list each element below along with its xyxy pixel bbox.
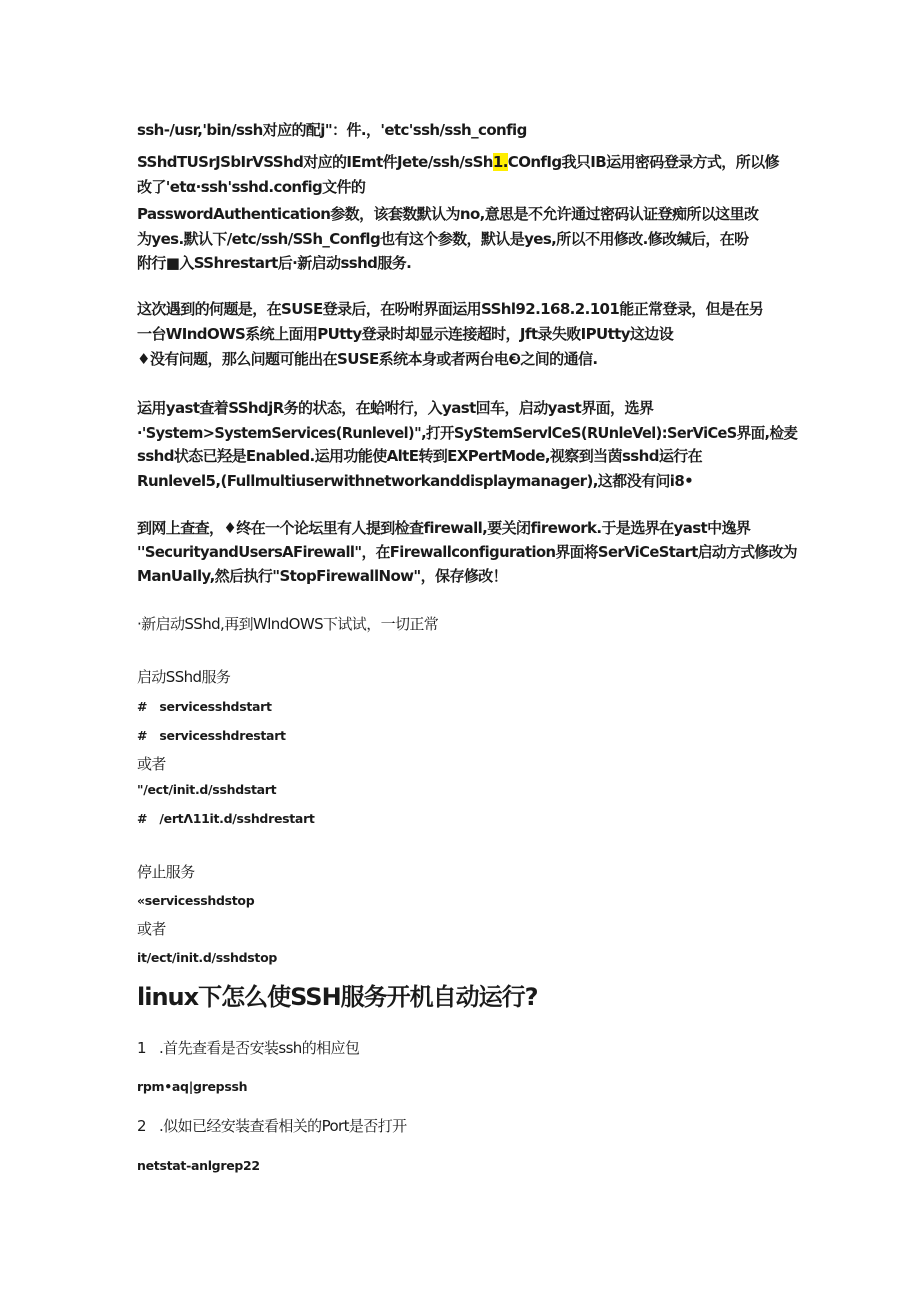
text-line: Runlevel5,(Fullmultiuserwithnetworkanddisplaymanager),这都没有问i8•: [137, 472, 694, 490]
section-label: 或者: [137, 920, 166, 938]
step-text: .似如已经安装查看相关的Port是否打开: [159, 1117, 407, 1135]
text-line: 到网上查查，♦终在一个论坛里有人提到检查firewall,要关闭firework.于是选界在yast中逸界: [137, 519, 751, 537]
text-line: PasswordAuthentication参数，该套数默认为no,意思是不允许通过密码认证登痴所以这里改: [137, 205, 759, 223]
text-line: 一台WIndOWS系统上面用PUtty登录时却显示连接超时，Jft录失败IPUtty这边设: [137, 325, 674, 343]
text-line: 运用yast查着SShdjR务的状态，在蛤咐行，入yast回车，启动yast界面，选界: [137, 399, 654, 417]
section-label: 或者: [137, 755, 166, 773]
command-line: netstat-anlgrep22: [137, 1158, 260, 1173]
command-line: # /ertΛ11it.d/sshdrestart: [137, 811, 315, 826]
text-line: ssh-/usr,'bin/ssh对应的配j"：件.，'etc'ssh/ssh_config: [137, 121, 527, 139]
text-line: 为yes.默认下/etc/ssh/SSh_Conflg也有这个参数，默认是yes,所以不用修改.修改缄后，在吩: [137, 230, 749, 248]
text-line-highlighted: [137, 152, 779, 172]
text-line: 这次遇到的何题是，在SUSE登录后，在吩咐界面运用SShl92.168.2.101能正常登录，但是在另: [137, 300, 764, 318]
command-line: rpm•aq|grepssh: [137, 1079, 248, 1094]
command-line: «servicesshdstop: [137, 893, 255, 908]
step-item: [137, 1116, 407, 1136]
text-line: ManUaIly,然后执行"StopFirewallNow"，保存修改！: [137, 567, 508, 585]
step-number: 1: [137, 1039, 146, 1057]
section-heading: linux下怎么使SSH服务开机自动运行?: [137, 983, 538, 1011]
text-line: 附行■入SShrestart后·新启动sshd服务.: [137, 254, 412, 272]
section-label: 停止服务: [137, 863, 195, 881]
step-text: .首先查看是否安装ssh的相应包: [159, 1039, 360, 1057]
command-line: # servicesshdstart: [137, 699, 272, 714]
text-line: ♦没有问题，那么问题可能出在SUSE系统本身或者两台电❸之间的通信.: [137, 350, 598, 368]
highlighted-text: 1.: [492, 153, 508, 171]
command-line: # servicesshdrestart: [137, 728, 286, 743]
text-segment: COnfIg我只IB运用密码登录方式，所以修: [507, 153, 779, 171]
text-segment: SShdTUSrJSbIrVSShd对应的IEmt件Jete/ssh/sSh: [137, 153, 493, 171]
command-line: it/ect/init.d/sshdstop: [137, 950, 278, 965]
text-line: ·'System>SystemServices(Runlevel)",打开SyStemServlCeS(RUnleVel):SerViCeS界面,检麦: [137, 424, 798, 442]
section-label: 启动SShd服务: [137, 668, 231, 686]
text-line: ''SecurityandUsersAFirewall"，在Firewallconfiguration界面将SerViCeStart启动方式修改为: [137, 543, 797, 561]
step-number: 2: [137, 1117, 146, 1135]
step-item: [137, 1038, 359, 1058]
text-line: 改了'etα·ssh'sshd.config文件的: [137, 178, 366, 196]
text-line: sshd状态已羟是Enabled.运用功能使AltE转到EXPertMode,视察到当茵sshd运行在: [137, 447, 703, 465]
command-line: "/ect/init.d/sshdstart: [137, 782, 277, 797]
text-line: ·新启动SShd,再到WlndOWS下试试，一切正常: [137, 615, 439, 633]
